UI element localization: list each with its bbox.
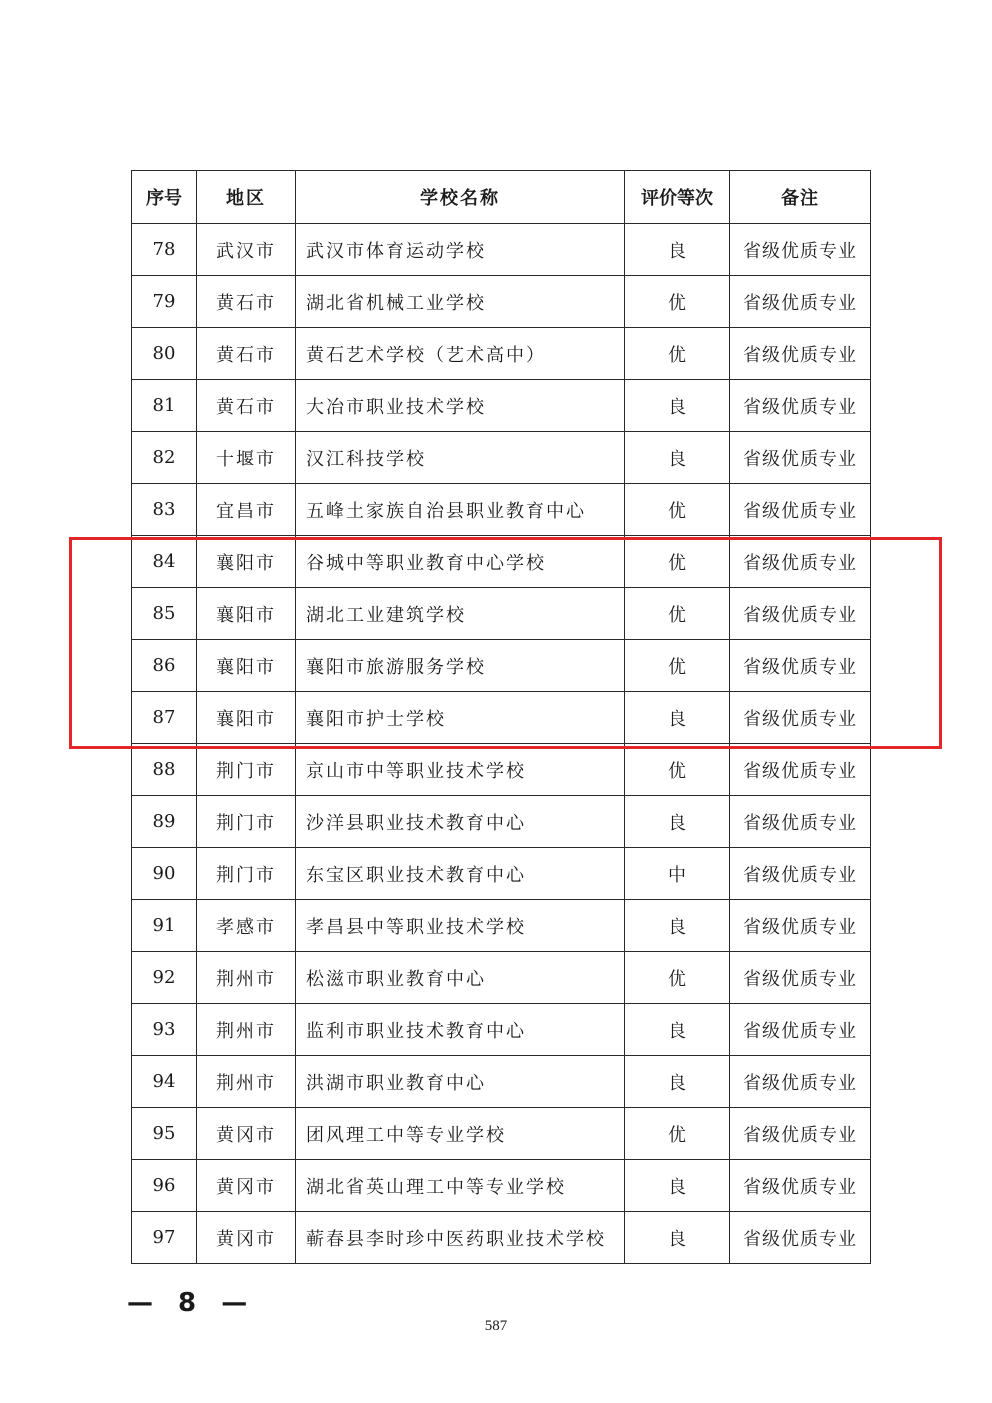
cell-region: 襄阳市 — [197, 692, 296, 744]
cell-school: 湖北省英山理工中等专业学校 — [296, 1160, 625, 1212]
cell-school: 黄石艺术学校（艺术高中） — [296, 328, 625, 380]
cell-num: 96 — [132, 1160, 197, 1212]
cell-num: 93 — [132, 1004, 197, 1056]
cell-school: 襄阳市护士学校 — [296, 692, 625, 744]
cell-school: 京山市中等职业技术学校 — [296, 744, 625, 796]
cell-grade: 优 — [625, 588, 730, 640]
header-num: 序号 — [132, 171, 197, 224]
cell-region: 黄冈市 — [197, 1160, 296, 1212]
cell-note: 省级优质专业 — [730, 744, 871, 796]
page-number: 587 — [484, 1318, 508, 1334]
cell-num: 82 — [132, 432, 197, 484]
cell-school: 团风理工中等专业学校 — [296, 1108, 625, 1160]
table-row — [132, 536, 871, 588]
cell-grade: 优 — [625, 640, 730, 692]
cell-note: 省级优质专业 — [730, 1108, 871, 1160]
cell-school: 武汉市体育运动学校 — [296, 224, 625, 276]
table-row — [132, 380, 871, 432]
table-row — [132, 276, 871, 328]
table-row — [132, 692, 871, 744]
cell-region: 宜昌市 — [197, 484, 296, 536]
cell-note: 省级优质专业 — [730, 640, 871, 692]
cell-num: 90 — [132, 848, 197, 900]
cell-region: 荆门市 — [197, 744, 296, 796]
cell-school: 东宝区职业技术教育中心 — [296, 848, 625, 900]
cell-region: 黄石市 — [197, 276, 296, 328]
cell-school: 汉江科技学校 — [296, 432, 625, 484]
cell-num: 86 — [132, 640, 197, 692]
header-region: 地区 — [197, 171, 296, 224]
cell-region: 黄冈市 — [197, 1212, 296, 1264]
cell-school: 孝昌县中等职业技术学校 — [296, 900, 625, 952]
cell-num: 88 — [132, 744, 197, 796]
cell-note: 省级优质专业 — [730, 276, 871, 328]
table-row — [132, 484, 871, 536]
cell-region: 襄阳市 — [197, 588, 296, 640]
table-row — [132, 900, 871, 952]
cell-note: 省级优质专业 — [730, 224, 871, 276]
table-row — [132, 1160, 871, 1212]
cell-region: 黄冈市 — [197, 1108, 296, 1160]
cell-school: 襄阳市旅游服务学校 — [296, 640, 625, 692]
cell-grade: 优 — [625, 952, 730, 1004]
cell-region: 襄阳市 — [197, 640, 296, 692]
cell-note: 省级优质专业 — [730, 1212, 871, 1264]
school-evaluation-table — [131, 170, 871, 1264]
cell-grade: 良 — [625, 224, 730, 276]
cell-region: 荆门市 — [197, 848, 296, 900]
page-label: — 8 — — [127, 1288, 256, 1318]
table-header-row — [132, 171, 871, 224]
table-row — [132, 1056, 871, 1108]
cell-grade: 优 — [625, 276, 730, 328]
cell-grade: 优 — [625, 328, 730, 380]
cell-grade: 良 — [625, 900, 730, 952]
cell-region: 武汉市 — [197, 224, 296, 276]
cell-grade: 良 — [625, 796, 730, 848]
cell-school: 五峰土家族自治县职业教育中心 — [296, 484, 625, 536]
cell-region: 荆州市 — [197, 1056, 296, 1108]
cell-num: 94 — [132, 1056, 197, 1108]
table-row — [132, 1108, 871, 1160]
cell-note: 省级优质专业 — [730, 1004, 871, 1056]
cell-num: 84 — [132, 536, 197, 588]
cell-num: 79 — [132, 276, 197, 328]
cell-school: 蕲春县李时珍中医药职业技术学校 — [296, 1212, 625, 1264]
table-row — [132, 640, 871, 692]
cell-num: 91 — [132, 900, 197, 952]
cell-num: 92 — [132, 952, 197, 1004]
cell-num: 81 — [132, 380, 197, 432]
cell-num: 97 — [132, 1212, 197, 1264]
header-school: 学校名称 — [296, 171, 625, 224]
table-row — [132, 588, 871, 640]
header-grade: 评价等次 — [625, 171, 730, 224]
cell-note: 省级优质专业 — [730, 432, 871, 484]
cell-note: 省级优质专业 — [730, 380, 871, 432]
cell-num: 95 — [132, 1108, 197, 1160]
cell-grade: 良 — [625, 1160, 730, 1212]
cell-note: 省级优质专业 — [730, 848, 871, 900]
cell-region: 荆门市 — [197, 796, 296, 848]
cell-school: 湖北省机械工业学校 — [296, 276, 625, 328]
cell-note: 省级优质专业 — [730, 796, 871, 848]
cell-school: 沙洋县职业技术教育中心 — [296, 796, 625, 848]
cell-note: 省级优质专业 — [730, 692, 871, 744]
cell-region: 十堰市 — [197, 432, 296, 484]
cell-region: 黄石市 — [197, 380, 296, 432]
header-note: 备注 — [730, 171, 871, 224]
cell-grade: 良 — [625, 1056, 730, 1108]
cell-school: 松滋市职业教育中心 — [296, 952, 625, 1004]
cell-school: 洪湖市职业教育中心 — [296, 1056, 625, 1108]
cell-num: 87 — [132, 692, 197, 744]
cell-num: 89 — [132, 796, 197, 848]
table-row — [132, 224, 871, 276]
table-row — [132, 848, 871, 900]
cell-grade: 良 — [625, 1212, 730, 1264]
cell-region: 荆州市 — [197, 952, 296, 1004]
cell-school: 大冶市职业技术学校 — [296, 380, 625, 432]
cell-region: 孝感市 — [197, 900, 296, 952]
cell-note: 省级优质专业 — [730, 1056, 871, 1108]
cell-note: 省级优质专业 — [730, 588, 871, 640]
cell-note: 省级优质专业 — [730, 484, 871, 536]
cell-note: 省级优质专业 — [730, 952, 871, 1004]
cell-grade: 优 — [625, 484, 730, 536]
table-body — [132, 224, 871, 1264]
cell-region: 荆州市 — [197, 1004, 296, 1056]
table-row — [132, 328, 871, 380]
cell-note: 省级优质专业 — [730, 900, 871, 952]
cell-grade: 良 — [625, 1004, 730, 1056]
table-row — [132, 952, 871, 1004]
table-row — [132, 432, 871, 484]
cell-num: 83 — [132, 484, 197, 536]
cell-note: 省级优质专业 — [730, 1160, 871, 1212]
table-row — [132, 1212, 871, 1264]
cell-school: 湖北工业建筑学校 — [296, 588, 625, 640]
cell-grade: 良 — [625, 692, 730, 744]
cell-note: 省级优质专业 — [730, 328, 871, 380]
table-row — [132, 744, 871, 796]
cell-grade: 中 — [625, 848, 730, 900]
table-row — [132, 1004, 871, 1056]
cell-region: 襄阳市 — [197, 536, 296, 588]
cell-school: 谷城中等职业教育中心学校 — [296, 536, 625, 588]
cell-note: 省级优质专业 — [730, 536, 871, 588]
cell-grade: 优 — [625, 536, 730, 588]
cell-num: 85 — [132, 588, 197, 640]
cell-grade: 良 — [625, 432, 730, 484]
cell-num: 80 — [132, 328, 197, 380]
cell-grade: 优 — [625, 1108, 730, 1160]
cell-region: 黄石市 — [197, 328, 296, 380]
table-row — [132, 796, 871, 848]
cell-school: 监利市职业技术教育中心 — [296, 1004, 625, 1056]
cell-grade: 良 — [625, 380, 730, 432]
cell-num: 78 — [132, 224, 197, 276]
cell-grade: 优 — [625, 744, 730, 796]
